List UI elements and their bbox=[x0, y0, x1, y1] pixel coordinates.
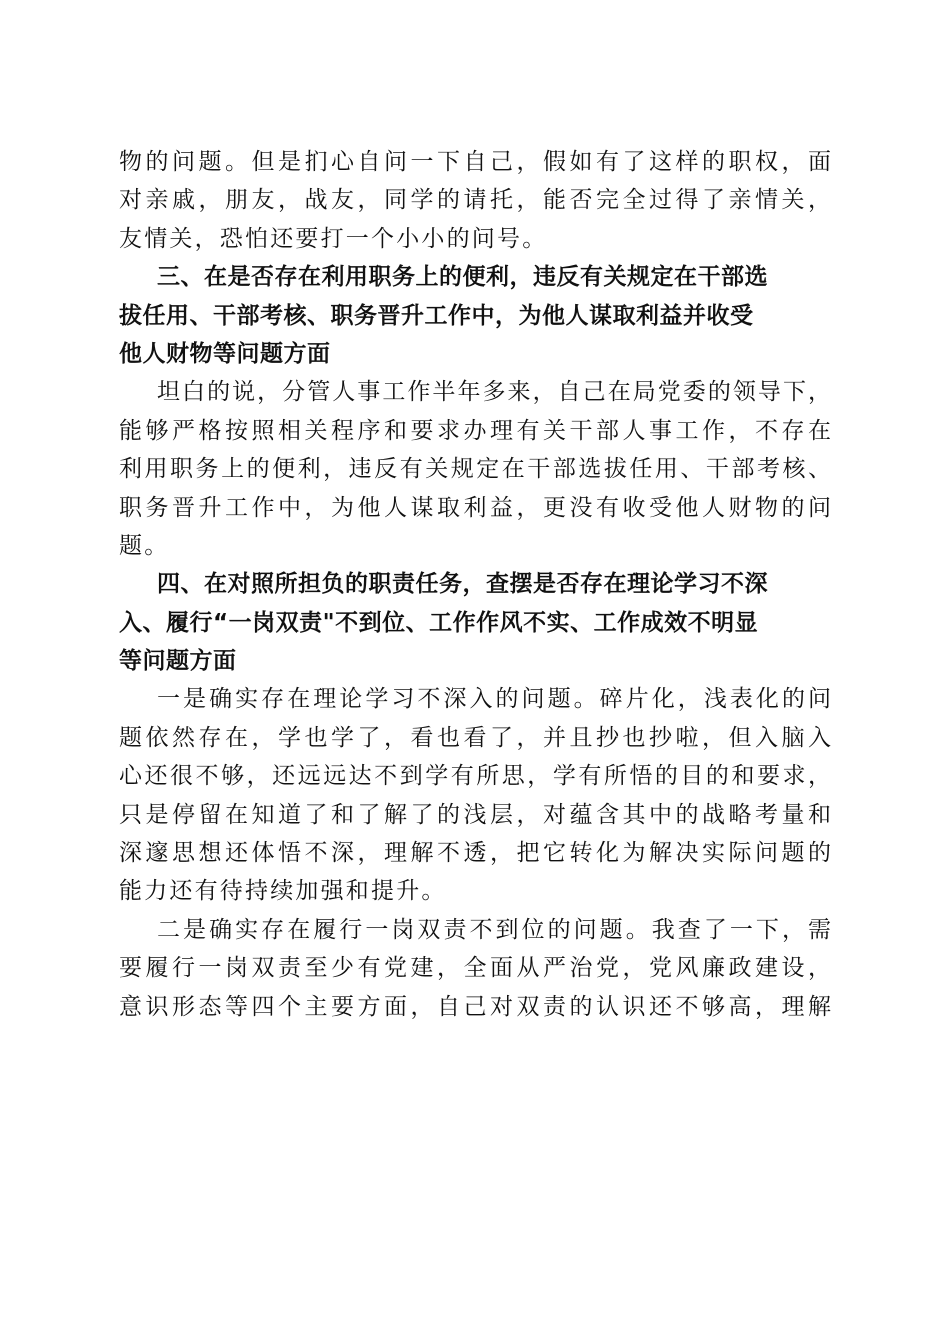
section-4-paragraph-2 bbox=[119, 911, 831, 1026]
document-body bbox=[119, 143, 831, 1026]
section-3-paragraph bbox=[119, 373, 831, 565]
heading-line: 四、在对照所担负的职责任务，查摆是否存在理论学习不深 bbox=[157, 571, 768, 598]
text-line: 坦白的说，分管人事工作半年多来，自己在局党委的领导下， bbox=[157, 379, 831, 406]
heading-line: 拔任用、干部考核、职务晋升工作中，为他人谋取利益并收受 bbox=[119, 302, 754, 329]
section-4-paragraph-1 bbox=[119, 680, 831, 910]
heading-line: 入、履行“一岗双责"不到位、工作作风不实、工作成效不明显 bbox=[119, 609, 759, 636]
text-line: 只是停留在知道了和了解了的浅层，对蕴含其中的战略考量和 bbox=[119, 801, 831, 828]
text-line: 能力还有待持续加强和提升。 bbox=[119, 878, 447, 905]
heading-line: 等问题方面 bbox=[119, 648, 237, 675]
text-line: 物的问题。但是扪心自问一下自己，假如有了这样的职权，面 bbox=[119, 149, 831, 175]
text-line: 心还很不够，还远远达不到学有所思，学有所悟的目的和要求， bbox=[119, 763, 831, 790]
text-line: 对亲戚，朋友，战友，同学的请托，能否完全过得了亲情关， bbox=[119, 187, 831, 214]
text-line: 要履行一岗双责至少有党建，全面从严治党，党风廉政建设， bbox=[119, 955, 831, 982]
section-4-heading bbox=[119, 565, 831, 680]
text-line: 题。 bbox=[119, 532, 170, 559]
heading-line: 三、在是否存在利用职务上的便利，违反有关规定在干部选 bbox=[157, 264, 768, 291]
intro-paragraph bbox=[119, 143, 831, 258]
section-3-heading bbox=[119, 258, 831, 373]
text-line: 一是确实存在理论学习不深入的问题。碎片化，浅表化的问 bbox=[157, 686, 831, 713]
text-line: 能够严格按照相关程序和要求办理有关干部人事工作，不存在 bbox=[119, 417, 831, 444]
text-line: 深邃思想还体悟不深，理解不透，把它转化为解决实际问题的 bbox=[119, 840, 831, 867]
text-line: 友情关，恐怕还要打一个小小的问号。 bbox=[119, 225, 548, 252]
text-line: 职务晋升工作中，为他人谋取利益，更没有收受他人财物的问 bbox=[119, 494, 831, 521]
heading-line: 他人财物等问题方面 bbox=[119, 340, 331, 367]
text-line: 意识形态等四个主要方面，自己对双责的认识还不够高，理解 bbox=[119, 993, 831, 1020]
text-line: 二是确实存在履行一岗双责不到位的问题。我查了一下，需 bbox=[157, 916, 831, 943]
text-line: 利用职务上的便利，违反有关规定在干部选拔任用、干部考核、 bbox=[119, 456, 831, 483]
text-line: 题依然存在，学也学了，看也看了，并且抄也抄啦，但入脑入 bbox=[119, 724, 831, 751]
